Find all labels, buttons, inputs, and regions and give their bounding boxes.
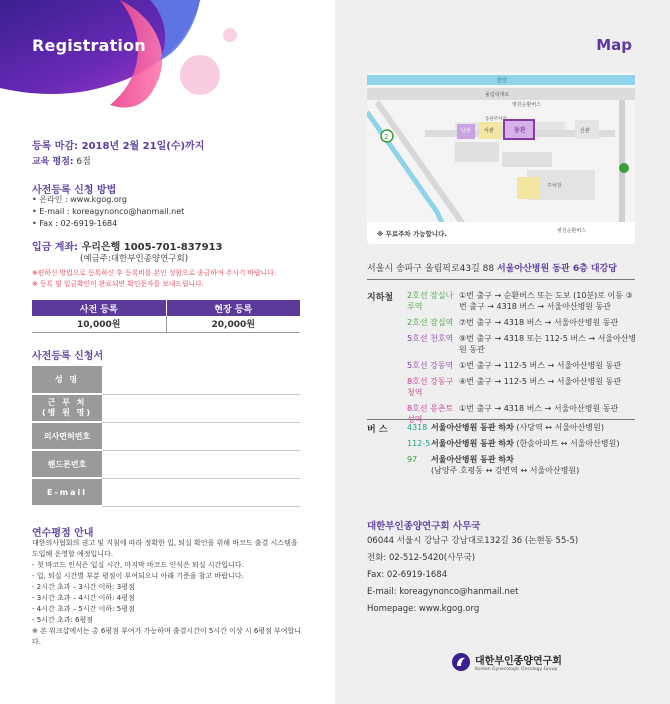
- credit-footer: ※ 본 워크샵에서는 총 6평점 부여가 가능하며 출결시간이 5시간 이상 시 6평점 부여합니다.: [32, 627, 302, 646]
- svg-text:신관: 신관: [580, 128, 590, 134]
- account-info: 입금 계좌: 우리은행 1005-701-837913: [32, 242, 223, 253]
- credit-item: - 4시간 초과 – 5시간 이하: 5평점: [32, 605, 135, 613]
- logo-icon: [451, 652, 471, 672]
- fee-value-pre: 10,000원: [32, 316, 166, 332]
- svg-text:서관: 서관: [484, 128, 494, 134]
- svg-text:한강: 한강: [497, 78, 507, 84]
- pre-method-list: [32, 194, 184, 230]
- office-homepage: Homepage: www.kgog.org: [367, 604, 480, 614]
- logo: [451, 652, 562, 672]
- svg-text:병원순환버스: 병원순환버스: [512, 102, 541, 108]
- bus-row: 112-5 서울아산병원 동관 하차 (한솔아파트 ↔ 서울아산병원): [407, 439, 620, 448]
- subway-row: 5호선 강동역 ①번 출구 → 112-5 버스 → 서울아산병원 동관: [407, 361, 622, 370]
- svg-text:올림픽대로: 올림픽대로: [485, 92, 510, 98]
- note-1: ※편하신 방법으로 등록하신 후 등록비를 본인 성함으로 송금하여 주시기 바랍니다.: [32, 269, 276, 277]
- credit-item: - 첫 바코드 인식은 입실 시간, 마지막 바코드 인식은 퇴실 시간입니다.: [32, 561, 244, 569]
- license-field[interactable]: [102, 422, 300, 450]
- pre-method-email: • E-mail : koreagynonco@hanmail.net: [32, 207, 185, 216]
- fee-header-onsite: 현장 등록: [166, 300, 300, 316]
- office-fax: Fax: 02-6919-1684: [367, 570, 448, 580]
- form-title: 사전등록 신청서: [32, 351, 104, 362]
- bus-row: 97 서울아산병원 동관 하차 (남양주 호평동 ↔ 강변역 ↔ 서울아산병원): [407, 455, 580, 475]
- bus-list: [407, 422, 637, 481]
- subway-row: 8호선 몽촌토 ①번 출구 → 4318 버스 → 서울아산병원 동관: [407, 404, 619, 413]
- form-label-name: 성 명: [32, 366, 102, 394]
- credit-item: - 3시간 초과 – 4시간 이하: 4평점: [32, 594, 135, 602]
- deadline: 등록 마감: 2018년 2월 21일(수)까지: [32, 141, 205, 152]
- pre-method-title: 사전등록 신청 방법: [32, 185, 117, 196]
- logo-korean: 대한부인종양연구회: [475, 656, 562, 667]
- credit-guide-title: 연수평점 안내: [32, 528, 94, 539]
- workplace-field[interactable]: [102, 394, 300, 422]
- subway-label: 지하철: [367, 293, 394, 303]
- logo-english: Korean Gynecologic Oncology Group: [475, 667, 558, 672]
- registration-form: [32, 366, 300, 507]
- pre-method-online: • 온라인 : www.kgog.org: [32, 195, 128, 204]
- svg-text:동관주차장: 동관주차장: [485, 117, 507, 122]
- decorative-header-graphic: [0, 0, 335, 110]
- subway-row: 2호선 잠실역 ⑦번 출구 → 4318 버스 → 서울아산병원 동관: [407, 318, 619, 327]
- map-title: Map: [596, 36, 632, 54]
- subway-row: 8호선 강동구청역 ④번 출구 → 112-5 버스 → 서울아산병원 동관: [407, 377, 622, 397]
- address: 서울시 송파구 올림픽로43길 88 서울아산병원 동관 6층 대강당: [367, 264, 617, 274]
- credit-item: - 5시간 초과: 6평점: [32, 616, 94, 624]
- svg-text:2: 2: [384, 133, 389, 141]
- notes: [32, 268, 302, 290]
- office-title: 대한부인종양연구회 사무국: [367, 521, 481, 532]
- office-address: 06044 서울시 강남구 강남대로132길 36 (논현동 55-5): [367, 536, 579, 546]
- map-graphic: [367, 72, 635, 244]
- bus-row: 4318 서울아산병원 동관 하차 (사당역 ↔ 서울아산병원): [407, 423, 604, 432]
- svg-text:※ 무료주차 가능합니다.: ※ 무료주차 가능합니다.: [377, 230, 447, 238]
- svg-text:주차장: 주차장: [547, 183, 562, 189]
- credit-item: - 2시간 초과 – 3시간 이하: 3평점: [32, 583, 135, 591]
- credit-guide: [32, 538, 302, 648]
- map-panel: [335, 0, 670, 704]
- office-info: [367, 533, 578, 618]
- name-field[interactable]: [102, 366, 300, 394]
- credit-score: 교육 평점: 6점: [32, 157, 91, 167]
- subway-row: 5호선 천호역 ⑨번 출구 → 4318 또는 112-5 버스 → 서울아산병원 동관: [407, 334, 637, 354]
- form-label-license: 의사면허번호: [32, 422, 102, 450]
- fee-value-onsite: 20,000원: [166, 316, 300, 332]
- credit-intro: 대한의사협회의 권고 및 지침에 따라 정확한 입, 퇴실 확인을 위해 바코드 출결 시스템을 도입해 운영할 예정입니다.: [32, 539, 298, 558]
- email-field[interactable]: [102, 478, 300, 506]
- fee-table: [32, 300, 300, 333]
- svg-text:병원순환버스: 병원순환버스: [557, 228, 586, 234]
- bus-label: 버 스: [367, 425, 388, 435]
- note-2: ※ 등록 및 입금확인이 완료되면 확인문자를 보내드립니다.: [32, 280, 204, 288]
- office-email: E-mail: koreagynonco@hanmail.net: [367, 587, 519, 597]
- subway-row: 2호선 잠실나루역 ①번 출구 → 순환버스 또는 도보 (10분)로 이동 ③번 출구 → 4318 버스 → 서울아산병원 동관: [407, 291, 633, 311]
- form-label-workplace: 근 무 처 (병 원 명): [32, 394, 102, 422]
- form-label-email: E-mail: [32, 478, 102, 506]
- svg-text:동관: 동관: [514, 127, 526, 134]
- fee-header-pre: 사전 등록: [32, 300, 166, 316]
- pre-method-fax: • Fax : 02-6919-1684: [32, 219, 118, 228]
- form-label-phone: 핸드폰번호: [32, 450, 102, 478]
- office-tel: 전화: 02-512-5420(사무국): [367, 553, 476, 563]
- location-map: [367, 72, 635, 244]
- credit-item: - 입, 퇴실 시간별 부분 평점이 부여되오니 아래 기준을 참고 바랍니다.: [32, 572, 244, 580]
- phone-field[interactable]: [102, 450, 300, 478]
- page-title: Registration: [32, 36, 146, 55]
- account-holder: (예금주:대한부인종양연구회): [80, 254, 189, 264]
- svg-text:남관: 남관: [461, 128, 471, 134]
- subway-list: [407, 290, 637, 430]
